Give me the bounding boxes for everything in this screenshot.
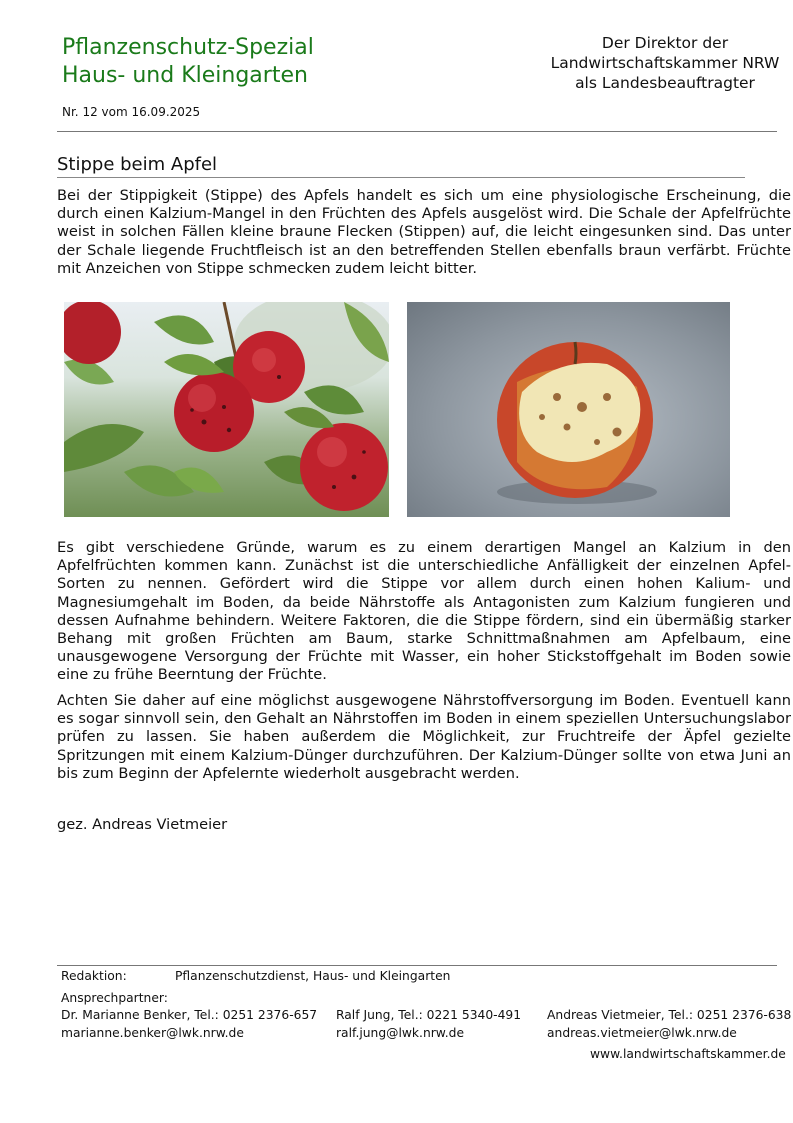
- director-block: [540, 33, 790, 93]
- article-title: Stippe beim Apfel: [57, 154, 218, 175]
- contact-name-phone: Ralf Jung, Tel.: 0221 5340-491: [336, 1008, 522, 1022]
- publication-title: [62, 34, 314, 90]
- publication-title-line1: Pflanzenschutz-Spezial: [62, 35, 314, 60]
- article-paragraph-intro: Bei der Stippigkeit (Stippe) des Apfels handelt es sich um eine physiologische Erscheinung, die durch einen Kalzium-Mangel in den Früchten des Apfels ausgelöst wird. Die Schale der Apfelfrüchte weist in solchen Fällen kleine braune Flecken (Stippen) auf, die leicht eingesunken sind. Das unter der Schale liegende Fruchtfleisch ist an den betreffenden Stellen ebenfalls braun verfärbt. Früchte mit Anzeichen von Stippe schmecken zudem leicht bitter.: [57, 187, 791, 277]
- contact-email-link[interactable]: ralf.jung@lwk.nrw.de: [336, 1026, 465, 1040]
- contacts-label: Ansprechpartner:: [61, 991, 168, 1005]
- signature: gez. Andreas Vietmeier: [57, 816, 228, 833]
- title-underline: [57, 177, 745, 178]
- contact-vietmeier: [547, 1006, 791, 1042]
- contact-name-phone: Andreas Vietmeier, Tel.: 0251 2376-638: [547, 1008, 792, 1022]
- contact-jung: [336, 1006, 521, 1042]
- contact-name-phone: Dr. Marianne Benker, Tel.: 0251 2376-657: [61, 1008, 318, 1022]
- editorial-label: Redaktion:: [61, 969, 127, 983]
- publication-title-line2: Haus- und Kleingarten: [62, 63, 308, 88]
- director-line1: Der Direktor der: [601, 34, 729, 52]
- director-line3: als Landesbeauftragter: [575, 74, 755, 92]
- issue-number: Nr. 12 vom 16.09.2025: [62, 105, 201, 119]
- header-divider: [57, 131, 777, 132]
- article-paragraph-advice: Achten Sie daher auf eine möglichst ausgewogene Nährstoffversorgung im Boden. Eventuell kann es sogar sinnvoll sein, den Gehalt an Nährstoffen im Boden in einem speziellen Untersuchungslabor prüfen zu lassen. Sie haben außerdem die Möglichkeit, zur Fruchtreife der Äpfel gezielte Spritzungen mit einem Kalzium-Dünger durchzuführen. Der Kalzium-Dünger sollte von etwa Juni an bis zum Beginn der Apfelernte wiederholt ausgebracht werden.: [57, 692, 791, 782]
- website-link[interactable]: www.landwirtschaftskammer.de: [590, 1047, 786, 1061]
- photo-cut-apple: [407, 302, 730, 517]
- contact-email-link[interactable]: andreas.vietmeier@lwk.nrw.de: [547, 1026, 737, 1040]
- footer-divider: [57, 965, 777, 966]
- article-paragraph-causes: Es gibt verschiedene Gründe, warum es zu einem derartigen Mangel an Kalzium in den Apfelfrüchten kommen kann. Zunächst ist die unterschiedliche Anfälligkeit der einzelnen Apfel-Sorten zu nennen. Gefördert wird die Stippe vor allem durch einen hohen Kalium- und Magnesiumgehalt im Boden, da beide Nährstoffe als Antagonisten zum Kalzium fungieren und dessen Aufnahme behindern. Weitere Faktoren, die die Stippe fördern, sind ein übermäßig starker Behang mit großen Früchten am Baum, starke Schnittmaßnahmen am Apfelbaum, eine unausgewogene Versorgung der Früchte mit Wasser, ein hoher Stickstoffgehalt im Boden sowie eine zu frühe Beerntung der Früchte.: [57, 539, 791, 684]
- director-line2: Landwirtschaftskammer NRW: [550, 54, 780, 72]
- editorial-value: Pflanzenschutzdienst, Haus- und Kleingarten: [175, 969, 451, 983]
- contact-email-link[interactable]: marianne.benker@lwk.nrw.de: [61, 1026, 244, 1040]
- photo-apples-on-tree: [64, 302, 389, 517]
- contact-benker: [61, 1006, 317, 1042]
